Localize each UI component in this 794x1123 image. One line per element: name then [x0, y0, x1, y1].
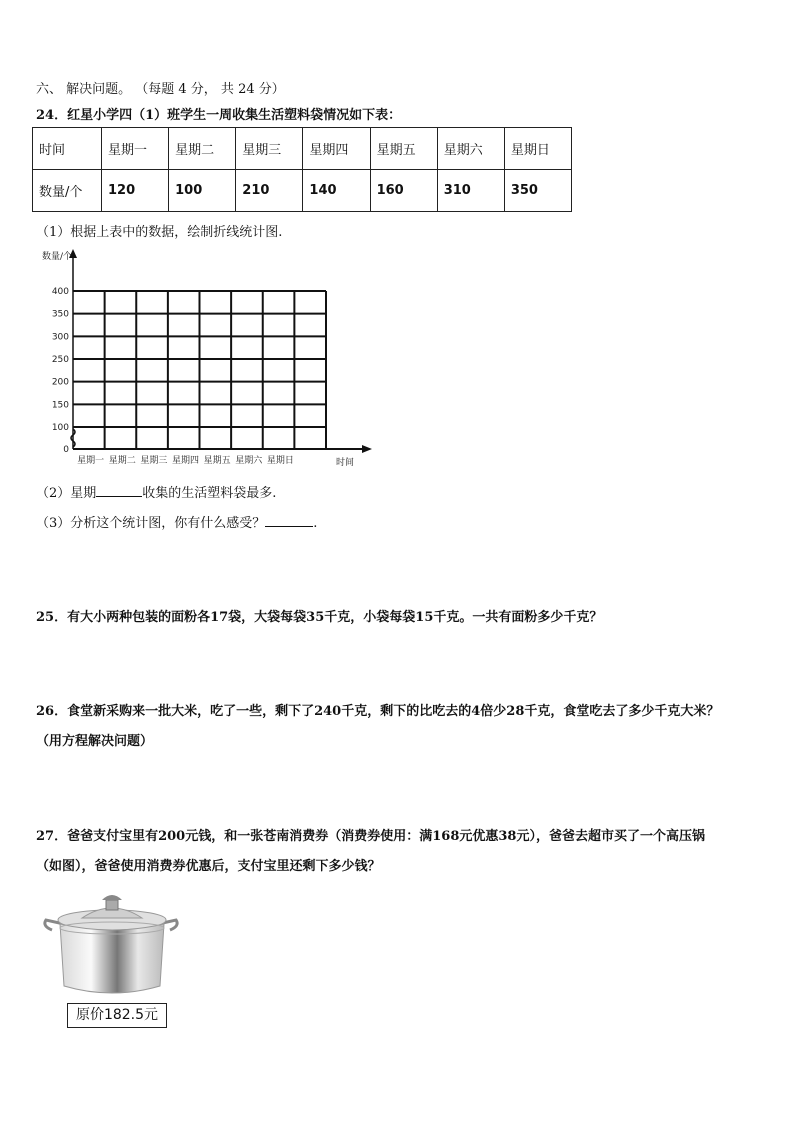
table-cell: 星期二: [169, 128, 236, 170]
x-tick-label: 星期一: [77, 456, 105, 466]
x-tick-label: 星期三: [140, 456, 168, 466]
x-tick-labels: [77, 454, 294, 466]
table-row: [33, 128, 572, 170]
table-cell: 星期三: [236, 128, 303, 170]
plastic-bag-table: [32, 127, 572, 212]
table-cell: 210: [236, 170, 303, 212]
q24-sub3-end: .: [313, 516, 318, 531]
q24-sub1: （1）根据上表中的数据，绘制折线统计图.: [36, 225, 283, 240]
y-tick-label: 350: [51, 309, 69, 320]
table-cell: 星期日: [504, 128, 571, 170]
price-label-box: 原价182.5元: [67, 1003, 167, 1028]
table-cell: 120: [102, 170, 169, 212]
x-tick-label: 星期日: [266, 456, 294, 466]
table-cell: 星期五: [370, 128, 437, 170]
y-tick-label: 0: [63, 445, 69, 455]
table-header-time: 时间: [33, 128, 102, 170]
y-tick-label: 250: [51, 355, 69, 365]
q24-intro: 24．红星小学四（1）班学生一周收集生活塑料袋情况如下表：: [36, 108, 402, 123]
q27-line1: 27．爸爸支付宝里有200元钱，和一张苍南消费券（消费券使用：满168元优惠38元），爸爸去超市买了一个高压锅: [36, 829, 705, 844]
x-tick-label: 星期四: [171, 456, 200, 466]
pressure-cooker-image: [42, 890, 182, 1002]
q27-line2: （如图），爸爸使用消费券优惠后，支付宝里还剩下多少钱？: [36, 859, 381, 874]
x-tick-label: 星期五: [203, 456, 231, 466]
line-chart: [36, 243, 376, 475]
y-tick-label: 150: [51, 400, 69, 411]
table-row: [33, 170, 572, 212]
y-tick-label: 300: [51, 332, 69, 343]
q25-text: 25．有大小两种包装的面粉各17袋，大袋每袋35千克，小袋每袋15千克。一共有面粉多少千克？: [36, 610, 603, 625]
q26-line1: 26．食堂新采购来一批大米，吃了一些，剩下了240千克，剩下的比吃去的4倍少28千克，食堂吃去了多少千克大米？: [36, 704, 720, 719]
q24-sub3: [36, 512, 317, 531]
table-cell: 160: [370, 170, 437, 212]
table-cell: 350: [504, 170, 571, 212]
y-tick-label: 100: [51, 423, 69, 433]
x-axis-label: 时间: [336, 458, 355, 468]
q24-sub2: [36, 482, 276, 501]
table-cell: 310: [437, 170, 504, 212]
q24-sub2-suffix: 收集的生活塑料袋最多.: [142, 486, 277, 501]
table-cell: 140: [303, 170, 370, 212]
table-cell: 星期一: [102, 128, 169, 170]
table-cell: 星期四: [303, 128, 370, 170]
y-tick-label: 200: [51, 377, 69, 388]
x-tick-label: 星期二: [108, 456, 136, 466]
x-tick-label: 星期六: [235, 456, 263, 466]
table-cell: 星期六: [437, 128, 504, 170]
x-axis-arrow: [362, 445, 372, 453]
section-heading: 六、 解决问题。 （每题 4 分， 共 24 分）: [36, 82, 285, 97]
q24-sub2-prefix: （2）星期: [36, 486, 97, 501]
table-header-quantity: 数量/个: [33, 170, 102, 212]
chart-grid: [69, 249, 372, 453]
q24-sub3-text: （3）分析这个统计图，你有什么感受？: [36, 516, 266, 531]
answer-blank-day[interactable]: [96, 484, 142, 497]
q26-line2: （用方程解决问题）: [36, 734, 154, 749]
y-axis-label: 数量/个: [42, 252, 73, 262]
answer-blank-feeling[interactable]: [265, 514, 313, 527]
y-tick-label: 400: [51, 287, 69, 297]
y-tick-labels: [52, 287, 69, 455]
table-cell: 100: [169, 170, 236, 212]
